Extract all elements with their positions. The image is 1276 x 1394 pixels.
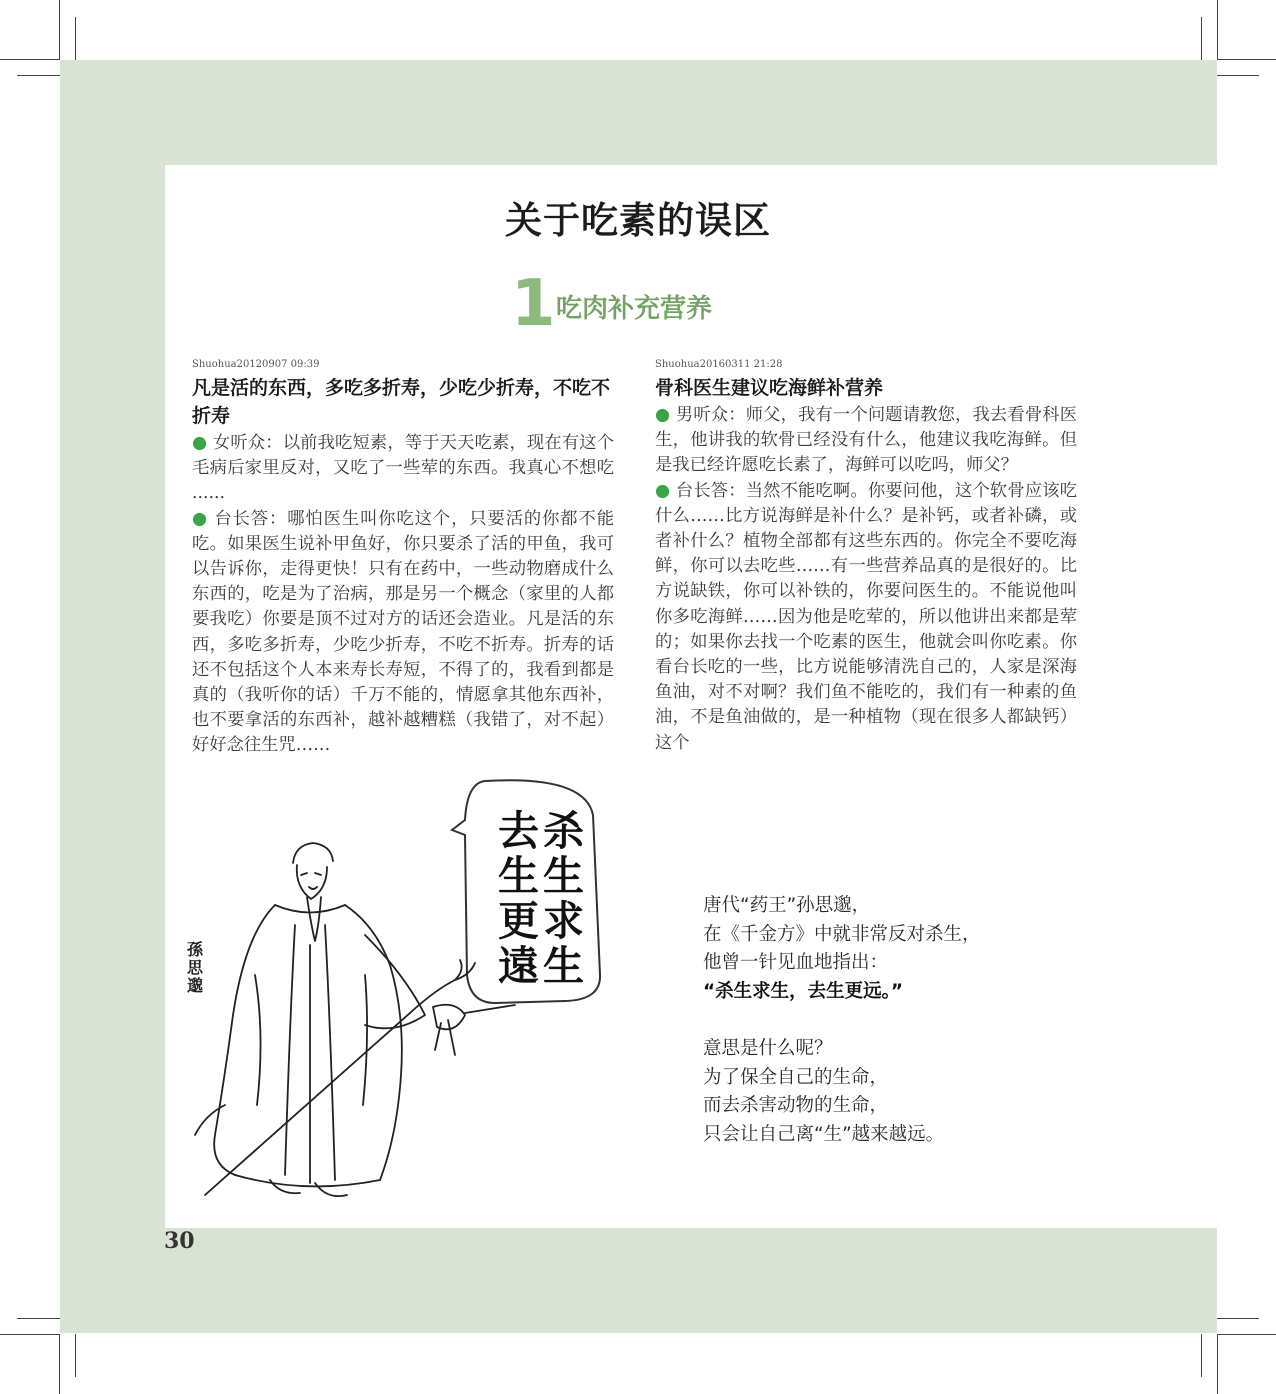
article-paragraph: ● 男听众：师父，我有一个问题请教您，我去看骨科医生，他讲我的软骨已经没有什么，他建议我吃海鲜。但是我已经许愿吃长素了，海鲜可以吃吗，师父？ xyxy=(655,405,1077,476)
right-article xyxy=(655,358,1077,756)
bullet-icon: ● xyxy=(192,433,208,453)
article-meta: Shuohua20120907 09:39 xyxy=(192,359,320,370)
left-article xyxy=(192,358,614,759)
speech-char: 去 xyxy=(498,807,539,855)
article-meta: Shuohua20160311 21:28 xyxy=(655,359,783,370)
name-char: 思 xyxy=(187,958,204,977)
caption-line: 而去杀害动物的生命， xyxy=(703,1095,889,1117)
crop-mark xyxy=(59,0,60,60)
crop-mark xyxy=(59,1334,60,1394)
crop-mark xyxy=(1217,1334,1276,1335)
name-char: 孫 xyxy=(187,940,204,959)
crop-mark xyxy=(17,1318,60,1319)
speech-char: 求 xyxy=(543,897,584,945)
caption-block xyxy=(703,892,981,1149)
caption-line: 意思是什么呢？ xyxy=(703,1037,833,1059)
article-paragraph: ● 台长答：哪怕医生叫你吃这个，只要活的你都不能吃。如果医生说补甲鱼好，你只要杀了活的甲鱼，我可以告诉你，走得更快！只有在药中，一些动物磨成什么东西的，吃是为了治病，那是另一个概念（家里的人都要我吃）你要是顶不过对方的话还会造业。凡是活的东西，多吃多折寿，少吃少折寿，不吃不折寿。折寿的话还不包括这个人本来寿长寿短，不得了的，我看到都是真的（我听你的话）千万不能的，情愿拿其他东西补，也不要拿活的东西补，越补越糟糕（我错了，对不起）好好念往生咒…… xyxy=(192,508,614,756)
speech-char: 生 xyxy=(543,942,584,990)
sun-simiao-illustration xyxy=(165,775,655,1220)
speech-char: 更 xyxy=(498,897,539,945)
caption-spacer xyxy=(703,1006,981,1035)
name-label xyxy=(187,940,204,995)
crop-mark xyxy=(1201,1334,1202,1377)
caption-line: 唐代“药王”孙思邈， xyxy=(703,895,871,916)
crop-mark xyxy=(1217,1334,1218,1394)
name-char: 邈 xyxy=(187,976,204,995)
page-title: 关于吃素的误区 xyxy=(505,199,771,242)
caption-quote: “杀生求生，去生更远。” xyxy=(703,980,904,1002)
bullet-icon: ● xyxy=(655,480,671,501)
crop-mark xyxy=(1201,17,1202,60)
caption-line: 只会让自己离“生”越来越远。 xyxy=(703,1123,945,1145)
page-number: 30 xyxy=(164,1228,195,1254)
caption-line: 在《千金方》中就非常反对杀生， xyxy=(703,923,981,945)
bullet-icon: ● xyxy=(192,508,209,529)
bottom-green-band xyxy=(60,1228,1217,1333)
bullet-icon: ● xyxy=(655,405,671,425)
article-title: 凡是活的东西，多吃多折寿，少吃少折寿，不吃不折寿 xyxy=(192,377,611,427)
article-paragraph: ● 女听众：以前我吃短素，等于天天吃素，现在有这个毛病后家里反对，又吃了一些荤的东西。我真心不想吃 ...... xyxy=(192,433,614,504)
top-green-band xyxy=(60,60,1217,165)
crop-mark xyxy=(1217,0,1218,60)
article-paragraph: ● 台长答：当然不能吃啊。你要问他，这个软骨应该吃什么……比方说海鲜是补什么？是补钙，或者补磷，或者补什么？植物全部都有这些东西的。你完全不要吃海鲜，你可以去吃些……有一些营养品真的是很好的。比方说缺铁，你可以补铁的，你要问医生的。不能说他叫你多吃海鲜……因为他是吃荤的，所以他讲出来都是荤的；如果你去找一个吃素的医生，他就会叫你吃素。你看台长吃的一些，比方说能够清洗自己的，人家是深海鱼油，对不对啊？我们鱼不能吃的，我们有一种素的鱼油，不是鱼油做的，是一种植物（现在很多人都缺钙）这个 xyxy=(655,480,1077,753)
caption-line: 他曾一针见血地指出： xyxy=(703,952,889,974)
speech-char: 遠 xyxy=(498,942,539,990)
crop-mark xyxy=(1217,1318,1259,1319)
crop-mark xyxy=(1217,75,1259,76)
crop-mark xyxy=(75,17,76,60)
section-title: 吃肉补充营养 xyxy=(556,294,713,324)
left-green-band xyxy=(60,60,165,1333)
caption-line: 为了保全自己的生命， xyxy=(703,1066,889,1088)
speech-char: 生 xyxy=(543,852,584,900)
speech-char: 杀 xyxy=(543,807,584,855)
crop-mark xyxy=(0,59,60,60)
article-title: 骨科医生建议吃海鲜补营养 xyxy=(655,377,884,399)
section-number: 1 xyxy=(511,267,556,341)
speech-char: 生 xyxy=(498,852,539,900)
crop-mark xyxy=(1217,59,1276,60)
crop-mark xyxy=(75,1334,76,1377)
crop-mark xyxy=(17,75,60,76)
crop-mark xyxy=(0,1334,60,1335)
